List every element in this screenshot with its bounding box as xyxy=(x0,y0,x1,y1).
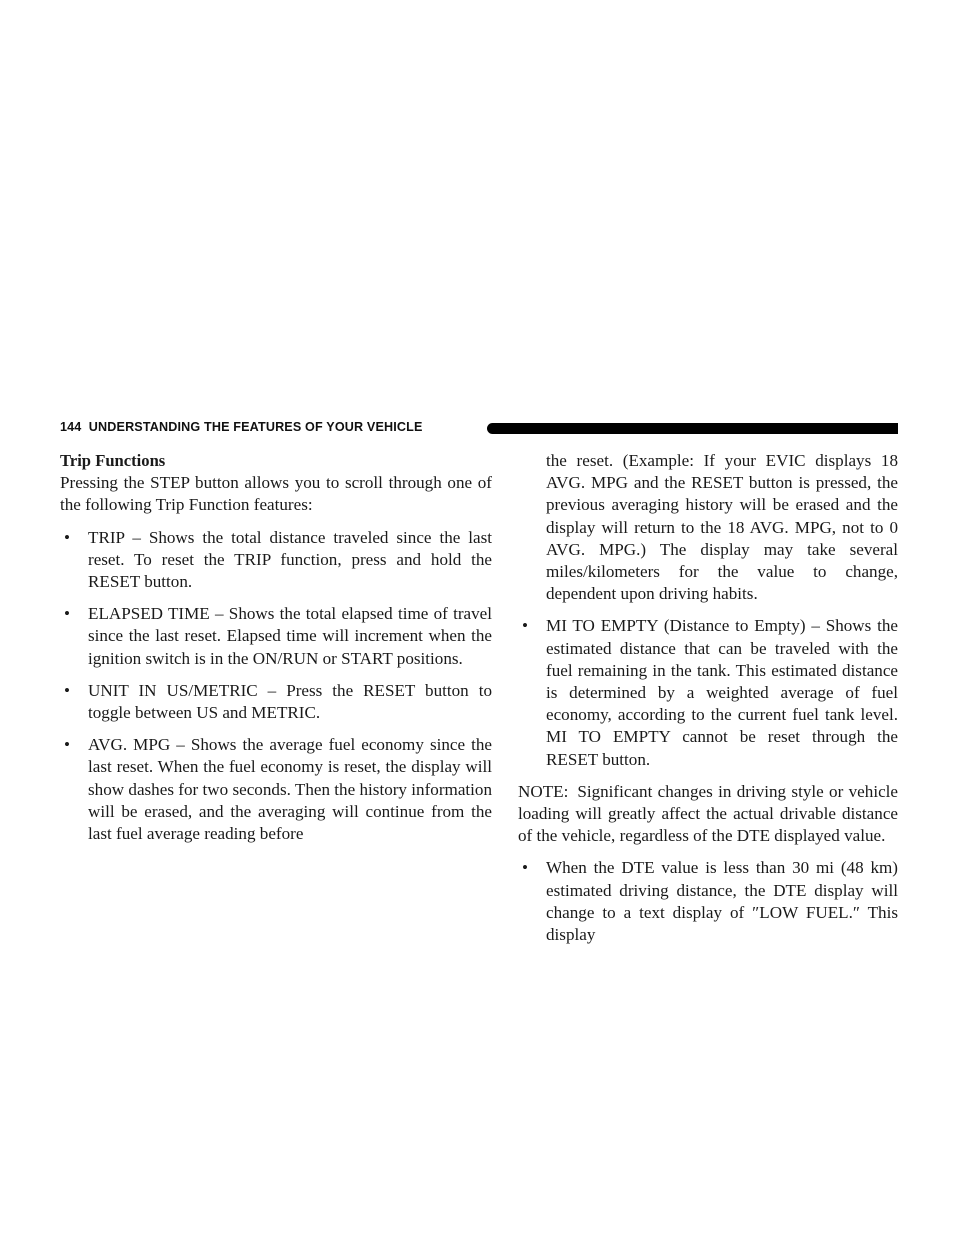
bullet-dot: • xyxy=(64,680,70,700)
bullet-mi-to-empty xyxy=(518,615,898,770)
bullet-text: AVG. MPG – Shows the average fuel economy since the last reset. When the fuel economy is reset, the display will show dashes for two seconds. Then the history information will be erased, and the averaging will continue from the last fuel average reading before xyxy=(88,735,492,844)
bullet-text: TRIP – Shows the total distance traveled since the last reset. To reset the TRIP function, press and hold the RESET button. xyxy=(88,527,492,592)
note-label: NOTE: xyxy=(518,781,569,801)
bullet-elapsed-time xyxy=(60,603,492,670)
bullet-dot: • xyxy=(64,735,70,755)
section-title: UNDERSTANDING THE FEATURES OF YOUR VEHICLE xyxy=(88,420,423,434)
note-paragraph xyxy=(518,781,898,848)
bullet-text: ELAPSED TIME – Shows the total elapsed time of travel since the last reset. Elapsed time will increment when the ignition switch is in the ON/RUN or START positions. xyxy=(88,604,492,668)
bullet-dot: • xyxy=(64,527,70,547)
bullet-low-fuel xyxy=(518,857,898,946)
page-header xyxy=(60,418,898,440)
bullet-text: When the DTE value is less than 30 mi (48 km) estimated driving distance, the DTE display will change to a text display of ″LOW FUEL.″ This display xyxy=(546,858,898,945)
intro-paragraph: Pressing the STEP button allows you to scroll through one of the following Trip Function features: xyxy=(60,473,492,515)
section-heading: Trip Functions xyxy=(60,451,166,470)
header-text xyxy=(60,420,423,434)
bullet-dot: • xyxy=(64,604,70,624)
bullet-avg-mpg xyxy=(60,734,492,845)
page-number: 144 xyxy=(60,420,82,434)
left-column xyxy=(60,450,492,845)
bullet-unit xyxy=(60,680,492,724)
right-column xyxy=(518,450,898,946)
bullet-text: UNIT IN US/METRIC – Press the RESET button to toggle between US and METRIC. xyxy=(88,680,492,723)
continuation-paragraph: the reset. (Example: If your EVIC displays 18 AVG. MPG and the RESET button is pressed, the previous averaging history will be erased and the display will return to the 18 AVG. MPG, not to 0 AVG. MPG.) The display may take several miles/kilometers for the value to change, dependent upon driving habits. xyxy=(546,451,898,604)
bullet-text: MI TO EMPTY (Distance to Empty) – Shows the estimated distance that can be traveled with the fuel remaining in the tank. This estimated distance is determined by a weighted average of fuel economy, according to the current fuel tank level. MI TO EMPTY cannot be reset through the RESET button. xyxy=(546,616,898,769)
note-text: Significant changes in driving style or vehicle loading will greatly affect the actual drivable distance of the vehicle, regardless of the DTE displayed value. xyxy=(518,781,898,846)
bullet-trip xyxy=(60,527,492,594)
bullet-dot: • xyxy=(522,616,528,636)
bullet-dot: • xyxy=(522,858,528,878)
header-bar xyxy=(487,423,898,434)
